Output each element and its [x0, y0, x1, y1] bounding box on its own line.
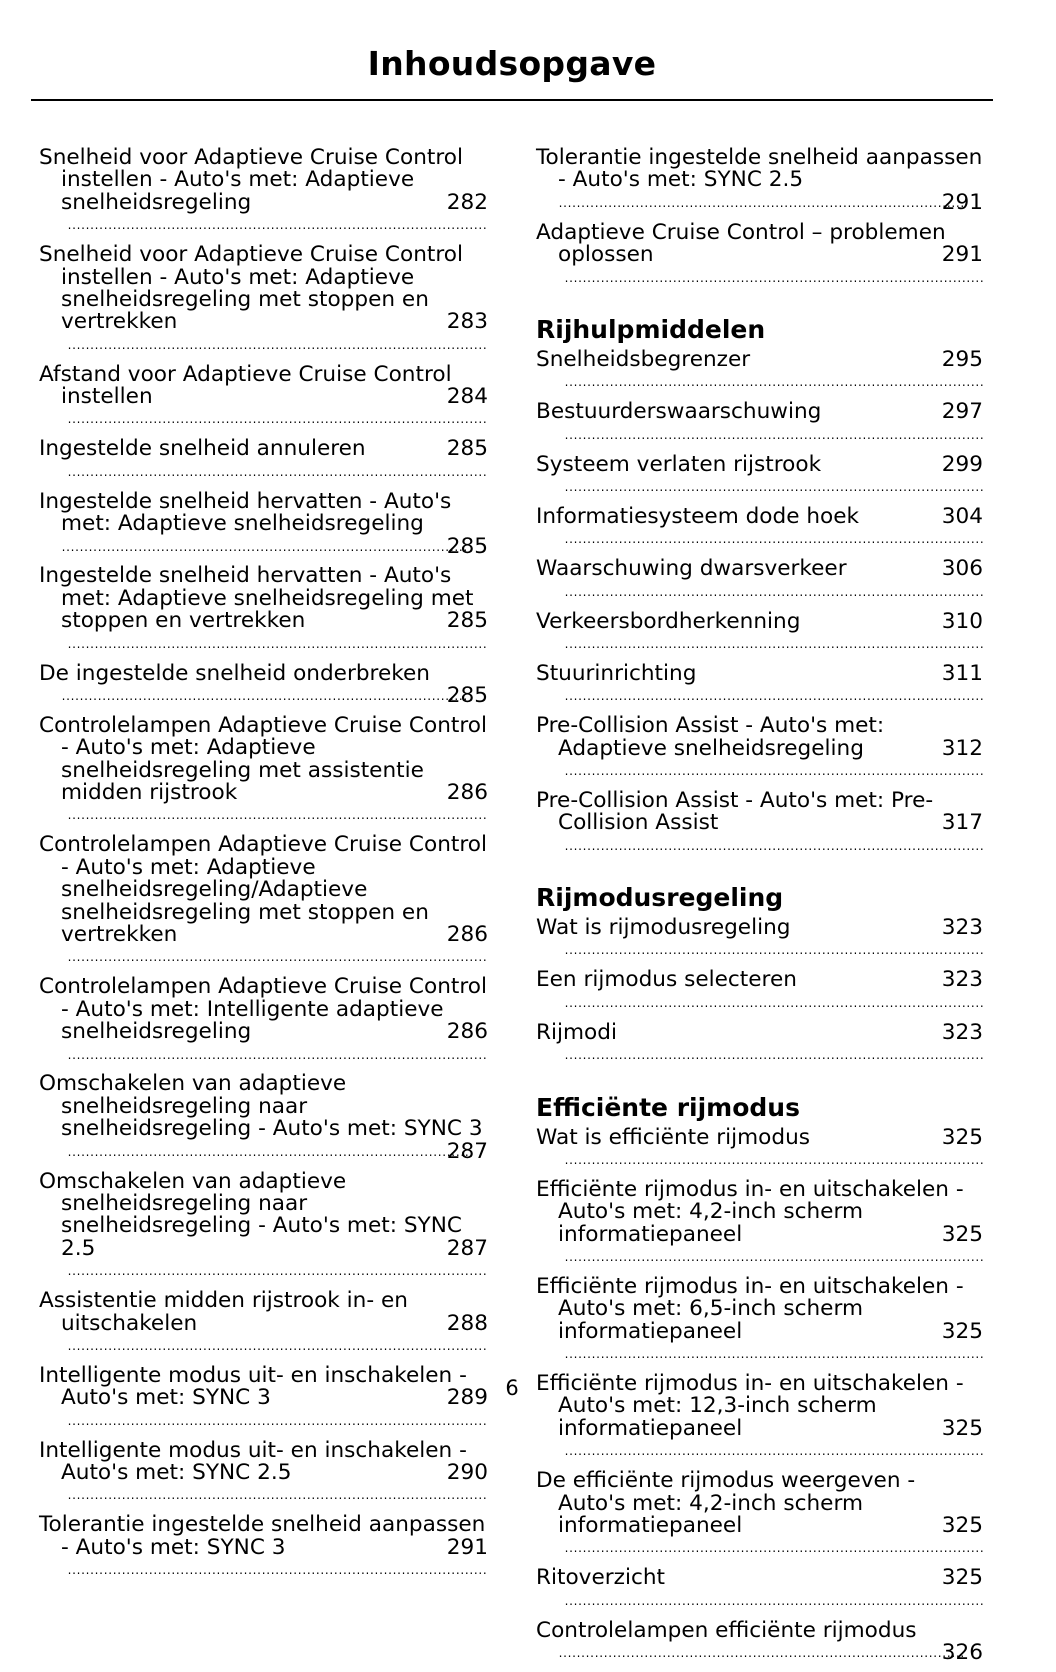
toc-entry-text: Efficiënte rijmodus in- en uitschakelen - Auto's met: 4,2-inch scherm informatiepaneel — [536, 1176, 964, 1247]
toc-page-number: 285 — [446, 682, 488, 708]
toc-entry-text: Wat is rijmodusregeling — [536, 915, 791, 941]
toc-page-number: 287 — [446, 1138, 488, 1164]
toc-entry[interactable] — [536, 1019, 983, 1067]
toc-entry-text: Controlelampen Adaptieve Cruise Control - Auto's met: Adaptieve snelheidsregeling met assistentie midden rijstrook — [39, 712, 487, 806]
toc-entry[interactable] — [536, 401, 983, 446]
toc-page-number: 297 — [941, 399, 983, 425]
toc-entry-text: Snelheidsbegrenzer — [536, 346, 751, 372]
toc-entry-text: Waarschuwing dwarsverkeer — [536, 556, 847, 582]
toc-entry-text: Pre-Collision Assist - Auto's met: Pre-Collision Assist — [536, 787, 934, 836]
toc-entry[interactable] — [39, 834, 488, 968]
toc-entry[interactable] — [39, 147, 488, 237]
toc-entry[interactable] — [536, 1176, 983, 1269]
toc-page-number: 304 — [941, 503, 983, 529]
toc-entry-text: Snelheid voor Adaptieve Cruise Control instellen - Auto's met: Adaptieve snelheidsregeling — [39, 145, 463, 215]
toc-page-number: 323 — [941, 915, 983, 941]
section-heading: Rijmodusregeling — [536, 883, 784, 913]
toc-page-number: 306 — [941, 556, 983, 582]
toc-entry[interactable] — [39, 1514, 488, 1581]
toc-entry[interactable] — [536, 969, 983, 1014]
toc-page-number: 287 — [446, 1235, 488, 1261]
toc-entry-text: De ingestelde snelheid onderbreken — [39, 660, 430, 686]
toc-page-number: 291 — [446, 1534, 488, 1560]
toc-entry-text: Wat is efficiënte rijmodus — [536, 1124, 811, 1150]
toc-page-number: 285 — [446, 533, 488, 559]
toc-entry-text: Verkeersbordherkenning — [536, 608, 801, 634]
toc-page-number: 286 — [446, 1019, 488, 1045]
toc-page-number: 325 — [941, 1221, 983, 1247]
toc-page-number: 290 — [446, 1459, 488, 1485]
toc-entry[interactable] — [39, 712, 488, 827]
toc-entry[interactable] — [536, 715, 983, 782]
toc-entry-text: Tolerantie ingestelde snelheid aanpassen - Auto's met: SYNC 3 — [39, 1512, 486, 1560]
toc-entry-text: Controlelampen Adaptieve Cruise Control - Auto's met: Intelligente adaptieve snelheidsregeling — [39, 974, 487, 1045]
toc-entry-text: Omschakelen van adaptieve snelheidsregeling naar snelheidsregeling - Auto's met: SYNC 3 — [39, 1071, 483, 1142]
toc-entry[interactable] — [536, 346, 983, 394]
toc-entry-text: Ritoverzicht — [536, 1565, 665, 1591]
title-divider — [31, 99, 993, 101]
toc-entry-text: Bestuurderswaarschuwing — [536, 399, 822, 425]
toc-entry-text: Intelligente modus uit- en inschakelen - Auto's met: SYNC 3 — [39, 1362, 467, 1411]
toc-page-number: 285 — [446, 608, 488, 634]
toc-entry-text: Efficiënte rijmodus in- en uitschakelen - Auto's met: 12,3-inch scherm informatiepaneel — [536, 1371, 964, 1441]
toc-page-number: 286 — [446, 780, 488, 806]
toc-entry[interactable] — [536, 451, 983, 499]
toc-page-number: 284 — [446, 384, 488, 410]
toc-entry[interactable] — [536, 917, 983, 962]
toc-entry-text: Ingestelde snelheid hervatten - Auto's met: Adaptieve snelheidsregeling — [39, 488, 452, 537]
toc-entry[interactable] — [536, 1567, 983, 1612]
toc-page-number: 299 — [941, 451, 983, 477]
toc-entry-text: Snelheid voor Adaptieve Cruise Control instellen - Auto's met: Adaptieve snelheidsregeling met stoppen en vertrekken — [39, 242, 463, 335]
page-title: Inhoudsopgave — [367, 44, 657, 83]
toc-entry[interactable] — [39, 660, 488, 708]
toc-entry[interactable] — [536, 558, 983, 603]
toc-entry-text: Pre-Collision Assist - Auto's met: Adaptieve snelheidsregeling — [536, 713, 885, 761]
toc-entry[interactable] — [39, 976, 488, 1066]
toc-page-number: 325 — [941, 1318, 983, 1344]
toc-entry-text: Afstand voor Adaptieve Cruise Control instellen — [39, 361, 452, 410]
toc-page-number: 295 — [941, 346, 983, 372]
toc-page-number: 282 — [446, 189, 488, 215]
toc-left-column — [39, 147, 488, 1589]
toc-entry[interactable] — [536, 1617, 983, 1666]
toc-entry-text: Ingestelde snelheid hervatten - Auto's met: Adaptieve snelheidsregeling met stoppen en vertrekken — [39, 563, 474, 634]
toc-entry[interactable] — [536, 660, 983, 708]
toc-entry[interactable] — [39, 1290, 488, 1357]
toc-page-number: 325 — [941, 1415, 983, 1441]
toc-page-number: 326 — [941, 1640, 983, 1666]
toc-entry[interactable] — [536, 147, 983, 214]
toc-page-number: 291 — [941, 189, 983, 215]
toc-page-number: 286 — [446, 922, 488, 947]
toc-page-number: 325 — [941, 1124, 983, 1150]
toc-page-number: 285 — [446, 436, 488, 462]
section-heading: Efficiënte rijmodus — [536, 1092, 800, 1122]
toc-page-number: 325 — [941, 1565, 983, 1591]
toc-page-number: 317 — [941, 810, 983, 836]
toc-entry[interactable] — [39, 1168, 488, 1283]
toc-entry-text: Controlelampen Adaptieve Cruise Control - Auto's met: Adaptieve snelheidsregeling/Adaptieve snelheidsregeling met stoppen en vertrekken — [39, 832, 487, 947]
toc-entry[interactable] — [39, 244, 488, 356]
toc-entry-text: Tolerantie ingestelde snelheid aanpassen - Auto's met: SYNC 2.5 — [536, 145, 983, 193]
toc-entry[interactable] — [536, 787, 983, 857]
toc-page-number: 323 — [941, 1019, 983, 1045]
toc-entry[interactable] — [39, 438, 488, 483]
toc-entry-text: Assistentie midden rijstrook in- en uitschakelen — [39, 1288, 408, 1336]
toc-entry[interactable] — [536, 1470, 983, 1560]
toc-entry-text: Ingestelde snelheid annuleren — [39, 436, 366, 462]
toc-entry[interactable] — [536, 1124, 983, 1172]
toc-entry-text: Controlelampen efficiënte rijmodus — [536, 1617, 917, 1643]
page-number: 6 — [505, 1376, 519, 1400]
toc-page-number: 323 — [941, 967, 983, 993]
toc-entry-text: Intelligente modus uit- en inschakelen - Auto's met: SYNC 2.5 — [39, 1437, 467, 1485]
toc-entry-text: Informatiesysteem dode hoek — [536, 503, 860, 529]
toc-page-number: 312 — [941, 735, 983, 761]
toc-entry-text: Rijmodi — [536, 1019, 617, 1045]
section-heading: Rijhulpmiddelen — [536, 314, 766, 344]
toc-entry[interactable] — [536, 219, 983, 289]
toc-entry[interactable] — [39, 1073, 488, 1163]
toc-page-number: 311 — [941, 660, 983, 686]
toc-entry[interactable] — [536, 608, 983, 656]
toc-entry-text: Een rijmodus selecteren — [536, 967, 797, 993]
toc-entry-text: Stuurinrichting — [536, 660, 697, 686]
toc-entry[interactable] — [39, 565, 488, 655]
toc-page-number: 283 — [446, 309, 488, 335]
toc-entry[interactable] — [39, 488, 488, 559]
toc-entry-text: Omschakelen van adaptieve snelheidsregeling naar snelheidsregeling - Auto's met: SYNC 2.5 — [39, 1168, 462, 1261]
toc-entry[interactable] — [536, 1273, 983, 1366]
toc-page-number: 289 — [446, 1385, 488, 1411]
toc-entry[interactable] — [39, 361, 488, 431]
toc-entry-text: Adaptieve Cruise Control – problemen oplossen — [536, 219, 946, 268]
toc-page-number: 288 — [446, 1310, 488, 1336]
toc-page-number: 291 — [941, 242, 983, 268]
toc-entry-text: De efficiënte rijmodus weergeven - Auto's met: 4,2-inch scherm informatiepaneel — [536, 1468, 916, 1538]
toc-entry[interactable] — [536, 503, 983, 551]
toc-right-column — [536, 147, 983, 1672]
toc-entry-text: Systeem verlaten rijstrook — [536, 451, 822, 477]
toc-page-number: 310 — [941, 608, 983, 634]
toc-entry[interactable] — [39, 1437, 488, 1507]
toc-page-number: 325 — [941, 1513, 983, 1538]
toc-entry-text: Efficiënte rijmodus in- en uitschakelen - Auto's met: 6,5-inch scherm informatiepaneel — [536, 1273, 964, 1344]
